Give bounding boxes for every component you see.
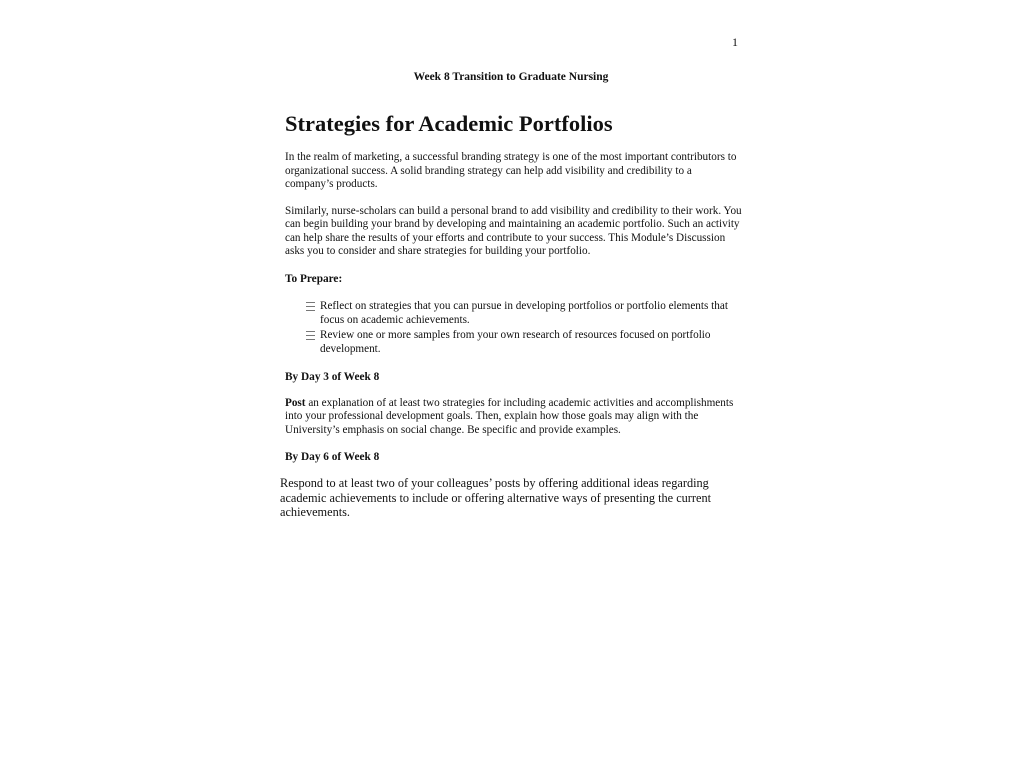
day3-text: an explanation of at least two strategies for including academic activities and accomplishments into your professional development goals. Then, explain how those goals may align with the University’s emphasis on social change. Be specific and provide examples. — [285, 396, 734, 436]
day6-heading: By Day 6 of Week 8 — [285, 451, 380, 463]
list-item-text: Reflect on strategies that you can pursue in developing portfolios or portfolio elements that focus on academic achievements. — [320, 299, 728, 326]
intro-paragraph: In the realm of marketing, a successful branding strategy is one of the most important contributors to organizational success. A solid branding strategy can help add visibility and credibility to a company’s products. — [285, 151, 737, 190]
list-item — [285, 299, 743, 328]
document-title: Strategies for Academic Portfolios — [285, 111, 613, 136]
bullet-icon — [306, 331, 315, 340]
running-head: Week 8 Transition to Graduate Nursing — [413, 71, 609, 83]
post-lead: Post — [285, 396, 306, 409]
day3-heading: By Day 3 of Week 8 — [285, 370, 380, 383]
to-prepare-heading: To Prepare: — [285, 272, 343, 285]
second-paragraph: Similarly, nurse-scholars can build a personal brand to add visibility and credibility to their work. You can begin building your brand by developing and maintaining an academic portfolio. Such an activity can help share the results of your efforts and contribute to your success. This Module’s Discussion asks you to consider and share strategies for building your portfolio. — [285, 204, 742, 257]
day6-paragraph: Respond to at least two of your colleagues’ posts by offering additional ideas regarding academic achievements to include or offering alternative ways of presenting the current achievements. — [280, 476, 712, 520]
page-number: 1 — [732, 35, 738, 49]
list-item — [285, 328, 743, 357]
list-item-text: Review one or more samples from your own research of resources focused on portfolio development. — [320, 328, 711, 355]
day3-paragraph — [285, 397, 743, 438]
to-prepare-list — [285, 299, 743, 357]
bullet-icon — [306, 302, 315, 311]
document-body — [285, 110, 743, 477]
